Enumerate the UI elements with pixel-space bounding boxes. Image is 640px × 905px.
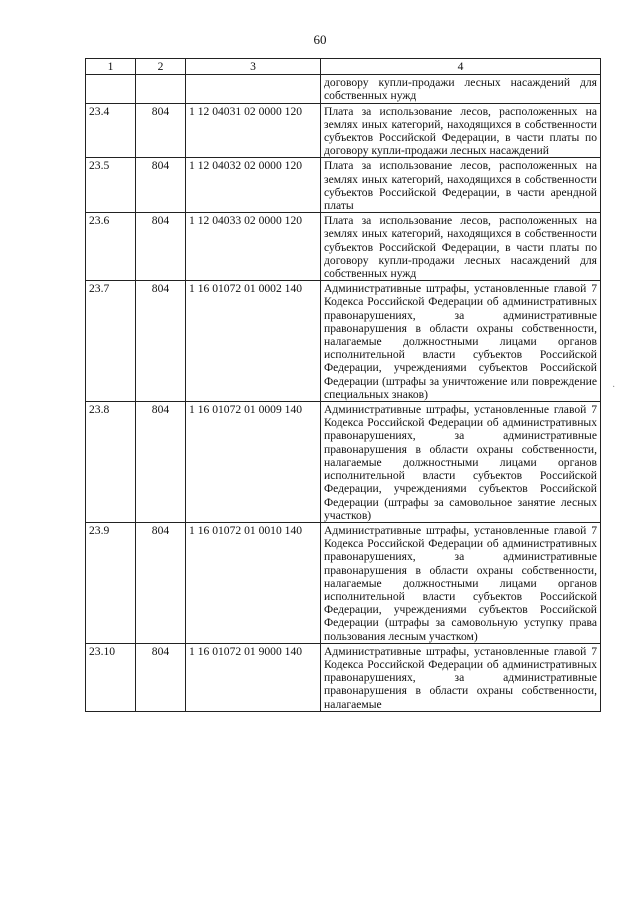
budget-code: 1 16 01072 01 9000 140 — [186, 643, 321, 711]
budget-code: 1 16 01072 01 0009 140 — [186, 402, 321, 523]
budget-code — [186, 75, 321, 103]
row-number: 23.10 — [86, 643, 136, 711]
table-row — [86, 213, 601, 281]
admin-code: 804 — [136, 402, 186, 523]
admin-code: 804 — [136, 103, 186, 158]
row-number — [86, 75, 136, 103]
header-col-2: 2 — [136, 59, 186, 75]
budget-code: 1 12 04033 02 0000 120 — [186, 213, 321, 281]
row-number: 23.9 — [86, 522, 136, 643]
budget-code: 1 12 04031 02 0000 120 — [186, 103, 321, 158]
table-row — [86, 522, 601, 643]
budget-code: 1 16 01072 01 0010 140 — [186, 522, 321, 643]
revenue-description: Административные штрафы, установленные главой 7 Кодекса Российской Федерации об административных правонарушениях, за административные правонарушения в области охраны собственности, налагаемые должностными лицами органов исполнительной власти субъектов Российской Федерации, учреждениями субъектов Российской Федерации (штрафы за самовольную уступку права пользования лесным участком) — [321, 522, 601, 643]
table-row — [86, 158, 601, 213]
row-number: 23.7 — [86, 281, 136, 402]
admin-code: 804 — [136, 158, 186, 213]
admin-code: 804 — [136, 213, 186, 281]
row-number: 23.4 — [86, 103, 136, 158]
revenue-description: Плата за использование лесов, расположенных на землях иных категорий, находящихся в собственности субъектов Российской Федерации, в части платы по договору купли-продажи лесных насаждений — [321, 103, 601, 158]
budget-code: 1 12 04032 02 0000 120 — [186, 158, 321, 213]
row-number: 23.8 — [86, 402, 136, 523]
budget-classification-table — [85, 58, 601, 712]
admin-code: 804 — [136, 281, 186, 402]
admin-code: 804 — [136, 522, 186, 643]
budget-code: 1 16 01072 01 0002 140 — [186, 281, 321, 402]
revenue-description: Административные штрафы, установленные главой 7 Кодекса Российской Федерации об административных правонарушениях, за административные правонарушения в области охраны собственности, налагаемые должностными лицами органов исполнительной власти субъектов Российской Федерации, учреждениями субъектов Российской Федерации (штрафы за самовольное занятие лесных участков) — [321, 402, 601, 523]
revenue-description: Плата за использование лесов, расположенных на землях иных категорий, находящихся в собственности субъектов Российской Федерации, в части платы по договору купли-продажи лесных насаждений для собственных нужд — [321, 213, 601, 281]
revenue-description: Плата за использование лесов, расположенных на землях иных категорий, находящихся в собственности субъектов Российской Федерации, в части арендной платы — [321, 158, 601, 213]
revenue-description: договору купли-продажи лесных насаждений для собственных нужд — [321, 75, 601, 103]
page-number: 60 — [313, 32, 327, 47]
row-number: 23.5 — [86, 158, 136, 213]
table-row — [86, 402, 601, 523]
table-row — [86, 75, 601, 103]
header-col-1: 1 — [86, 59, 136, 75]
table-header-row — [86, 59, 601, 75]
row-number: 23.6 — [86, 213, 136, 281]
admin-code — [136, 75, 186, 103]
header-col-4: 4 — [321, 59, 601, 75]
table-row — [86, 643, 601, 711]
table-row — [86, 103, 601, 158]
revenue-description: Административные штрафы, установленные главой 7 Кодекса Российской Федерации об административных правонарушениях, за административные правонарушения в области охраны собственности, налагаемые — [321, 643, 601, 711]
scan-artifact-mark: · — [612, 382, 616, 393]
table-row — [86, 281, 601, 402]
revenue-description: Административные штрафы, установленные главой 7 Кодекса Российской Федерации об административных правонарушениях, за административные правонарушения в области охраны собственности, налагаемые должностными лицами органов исполнительной власти субъектов Российской Федерации, учреждениями субъектов Российской Федерации (штрафы за уничтожение или повреждение специальных знаков) — [321, 281, 601, 402]
header-col-3: 3 — [186, 59, 321, 75]
admin-code: 804 — [136, 643, 186, 711]
